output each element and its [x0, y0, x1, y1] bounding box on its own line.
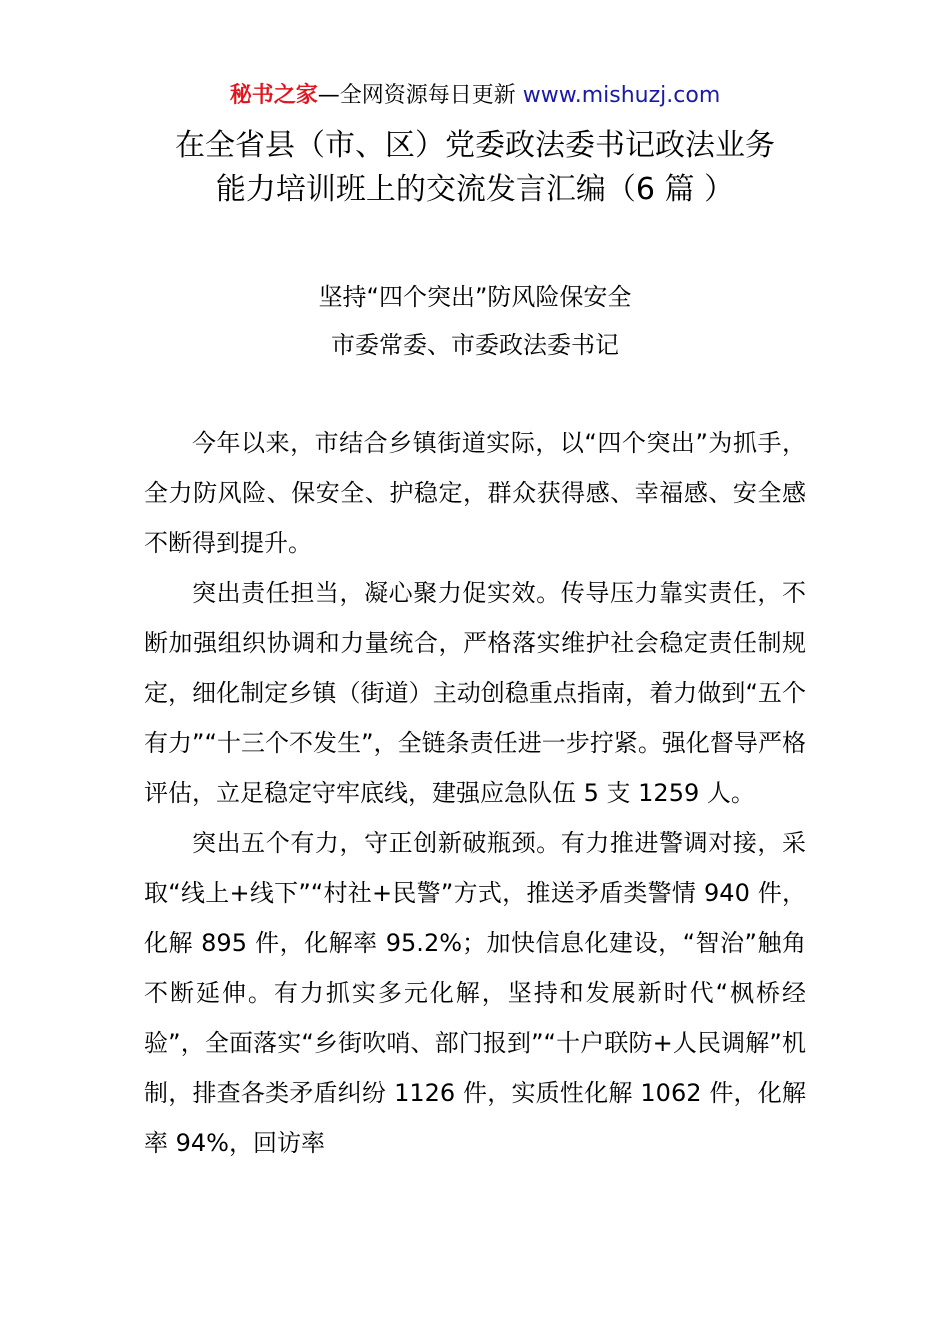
site-tagline: —全网资源每日更新 — [317, 83, 516, 108]
document-title-line-1: 在全省县（市、区）党委政法委书记政法业务 — [175, 128, 775, 163]
body-paragraph: 突出责任担当，凝心聚力促实效。传导压力靠实责任，不断加强组织协调和力量统合，严格落实维护社会稳定责任制规定，细化制定乡镇（街道）主动创稳重点指南，着力做到“五个有力”“十三个不发生”，全链条责任进一步拧紧。强化督导严格评估，立足稳定守牢底线，建强应急队伍 5 支 1259 人。 — [144, 579, 806, 807]
body-paragraph: 突出五个有力，守正创新破瓶颈。有力推进警调对接，采取“线上+线下”“村社+民警”方式，推送矛盾类警情 940 件，化解 895 件，化解率 95.2%；加快信息化建设，“智治”触角不断延伸。有力抓实多元化解，坚持和发展新时代“枫桥经验”，全面落实“乡街吹哨、部门报到”“十户联防+人民调解”机制，排查各类矛盾纠纷 1126 件，实质性化解 1062 件，化解率 94%，回访率 — [144, 829, 806, 1157]
document-body — [144, 418, 806, 1168]
speaker-position: 市委常委、市委政法委书记 — [331, 331, 619, 359]
document-title — [100, 124, 850, 212]
site-url-link[interactable]: www.mishuzj.com — [522, 83, 721, 108]
speech-title: 坚持“四个突出”防风险保安全 — [318, 283, 632, 311]
site-brand: 秘书之家 — [229, 83, 318, 108]
site-header — [0, 80, 950, 112]
body-paragraph: 今年以来，市结合乡镇街道实际，以“四个突出”为抓手，全力防风险、保安全、护稳定，群众获得感、幸福感、安全感不断得到提升。 — [144, 429, 806, 557]
document-title-line-2: 能力培训班上的交流发言汇编（6 篇 ） — [215, 172, 735, 207]
